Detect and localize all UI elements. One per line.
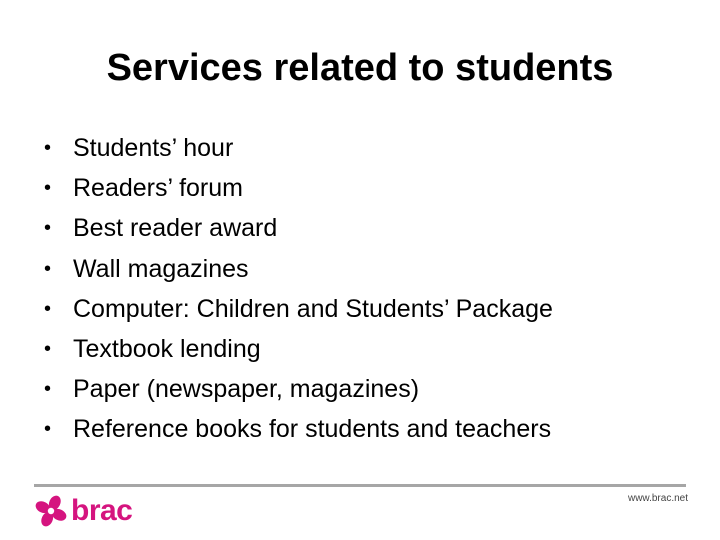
bullet-icon: • [44, 137, 52, 159]
bullet-text: Paper (newspaper, magazines) [73, 375, 420, 404]
bullet-text: Textbook lending [73, 334, 261, 363]
bullet-text: Wall magazines [73, 254, 249, 283]
bullet-icon: • [44, 337, 52, 360]
bullet-icon: • [44, 177, 52, 200]
bullet-icon: • [44, 378, 52, 401]
bullet-text: Best reader award [73, 214, 278, 243]
slide-title: Services related to students [106, 47, 614, 89]
bullet-icon: • [44, 418, 52, 441]
bullet-icon: • [44, 217, 52, 240]
bullet-icon: • [44, 297, 52, 320]
bullet-text: Computer: Children and Students’ Package [73, 294, 553, 323]
footer-divider [34, 484, 686, 487]
bullet-text: Students’ hour [73, 134, 234, 162]
footer-url: www.brac.net [627, 493, 688, 504]
bullet-text: Readers’ forum [73, 174, 243, 203]
bullet-icon: • [44, 257, 52, 280]
brac-logo [34, 491, 132, 531]
bullet-text: Reference books for students and teachers [73, 415, 552, 444]
brac-logo-icon [34, 494, 68, 528]
brac-logo-text: brac [71, 494, 133, 527]
